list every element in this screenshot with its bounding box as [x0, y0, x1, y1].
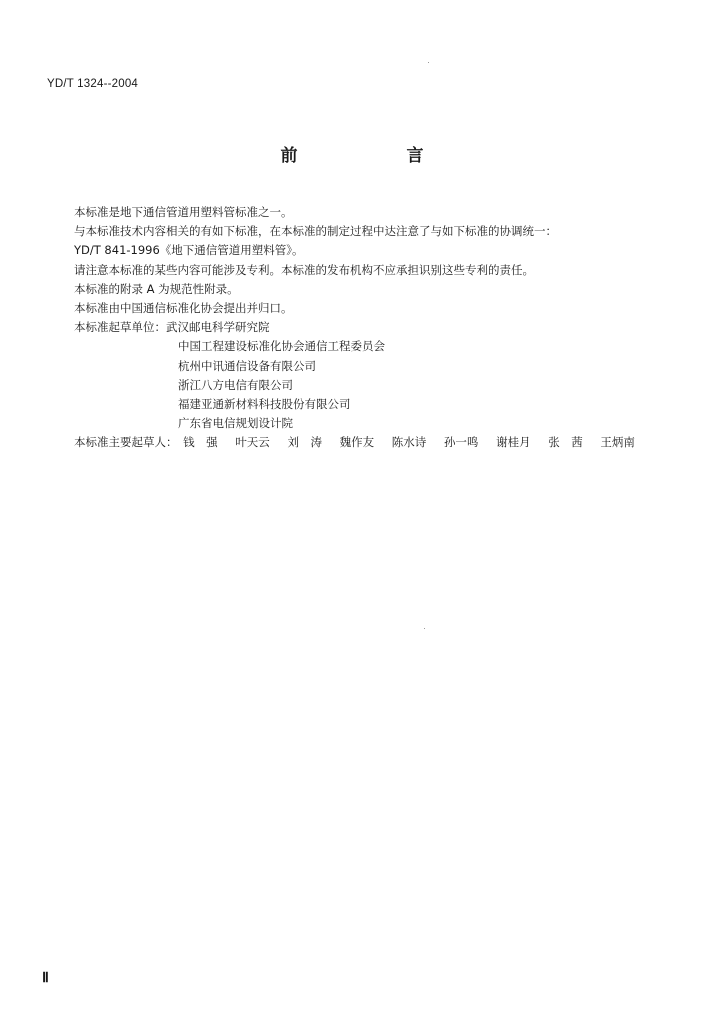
drafter-name: 魏作友	[339, 435, 375, 450]
drafting-unit: 武汉邮电科学研究院	[166, 320, 270, 335]
main-drafters-label: 本标准主要起草人：	[74, 435, 178, 450]
drafter-name: 刘 涛	[287, 435, 322, 450]
paragraph: 与本标准技术内容相关的有如下标准，在本标准的制定过程中达注意了与如下标准的协调统一：	[74, 224, 557, 239]
drafter-name: 王炳南	[600, 435, 635, 450]
drafting-unit: 杭州中讯通信设备有限公司	[178, 358, 316, 373]
drafter-name: 叶天云	[235, 435, 270, 450]
drafting-units-first-line	[74, 318, 674, 337]
main-drafters-line	[74, 433, 674, 452]
paragraph: 本标准由中国通信标准化协会提出并归口。	[74, 301, 293, 316]
standard-code-header: YD/T 1324--2004	[47, 78, 139, 90]
drafter-name: 钱 强	[183, 435, 218, 450]
drafting-unit: 广东省电信规划设计院	[178, 416, 293, 431]
drafter-name: 孙一鸣	[443, 435, 479, 450]
drafter-name: 陈水诗	[391, 435, 427, 450]
scan-speck	[428, 62, 429, 63]
drafting-unit: 浙江八方电信有限公司	[178, 377, 293, 392]
page-title: 前 言	[280, 146, 470, 166]
page-number: Ⅱ	[42, 971, 49, 986]
paragraph: 本标准的附录 A 为规范性附录。	[74, 281, 239, 296]
drafting-unit: 福建亚通新材料科技股份有限公司	[178, 397, 351, 412]
drafting-unit: 中国工程建设标准化协会通信工程委员会	[178, 339, 385, 354]
paragraph: YD/T 841-1996《地下通信管道用塑料管》。	[74, 243, 304, 258]
foreword-body	[74, 203, 674, 453]
drafter-name: 张 茜	[548, 435, 583, 450]
drafter-name: 谢桂月	[496, 435, 531, 450]
paragraph: 本标准是地下通信管道用塑料管标准之一。	[74, 205, 293, 219]
paragraph: 请注意本标准的某些内容可能涉及专利。本标准的发布机构不应承担识别这些专利的责任。	[74, 262, 534, 277]
scan-speck	[424, 628, 425, 629]
drafting-units-label: 本标准起草单位：	[74, 320, 166, 335]
